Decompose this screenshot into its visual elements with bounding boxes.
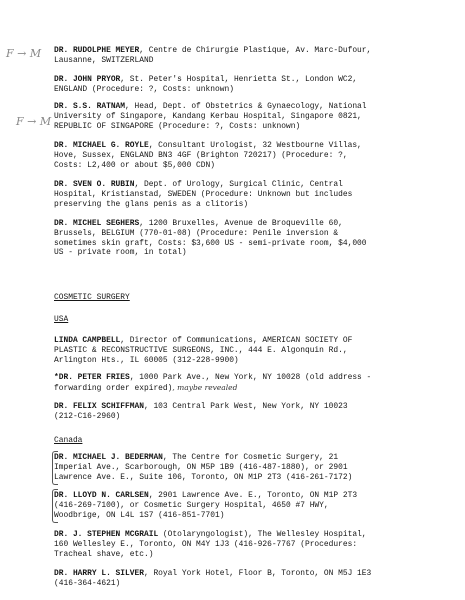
- entry-seghers: [54, 219, 458, 258]
- entry-text: , Consultant Urologist, 32 Westbourne Villas, Hove, Sussex, ENGLAND BN3 4GF (Brighton 720217) (Procedure: ?, Costs: L2,400 or about $5,000 CDN): [54, 141, 362, 170]
- entry-meyer: [54, 46, 458, 66]
- entry-name: DR. MICHEL SEGHERS: [54, 219, 140, 228]
- entry-text: , 2901 Lawrence Ave. E., Toronto, ON M1P 2T3 (416-269-7100), or Cosmetic Surgery Hospital, 4650 #7 HWY, Woodbrige, ON L4L 1S7 (416-851-7701): [54, 491, 358, 520]
- entry-text: , Dept. of Urology, Surgical Clinic, Central Hospital, Kristianstad, SWEDEN (Procedure: Unknown but includes preserving the glans penis as a clitoris): [54, 180, 353, 209]
- entry-text: , 103 Central Park West, New York, NY 10023 (212-C16-2960): [54, 402, 348, 421]
- entry-name: DR. MICHAEL G. ROYLE: [54, 141, 149, 150]
- entry-name: DR. RUDOLPHE MEYER: [54, 46, 140, 55]
- entry-text: , 1000 Park Ave., New York, NY 10028 (old address - forwarding order expired): [54, 373, 372, 393]
- entry-text: , The Centre for Cosmetic Surgery, 21 Imperial Ave., Scarborough, ON M5P 1B9 (416-487-1880), or 2901 Lawrence Ave. E., Suite 106, Toronto, ON M1P 2T3 (416-261-7172): [54, 453, 353, 482]
- entry-name: *DR. PETER FRIES: [54, 373, 130, 382]
- entry-schiffman: [54, 402, 458, 422]
- entry-silver: [54, 569, 458, 589]
- section-heading-cosmetic: COSMETIC SURGERY: [54, 293, 130, 302]
- entry-text: , 1200 Bruxelles, Avenue de Broqueville 60, Brussels, BELGIUM (770-01-08) (Procedure: Penile inversion & sometimes skin graft, Costs: $3,600 US - semi-private room, $4,000 US - private room, in total): [54, 219, 367, 258]
- entry-text: , Head, Dept. of Obstetrics & Gynaecology, National University of Singapore, Kandang Kerbau Hospital, Singapore 0821, REPUBLIC OF SINGAPORE (Procedure: ?, Costs: unknown): [54, 102, 367, 131]
- entry-rubin: [54, 180, 458, 209]
- entry-pryor: [54, 75, 458, 95]
- entry-fries: [54, 373, 458, 394]
- entry-name: DR. J. STEPHEN MCGRAIL: [54, 530, 159, 539]
- entry-name: DR. MICHAEL J. BEDERMAN: [54, 453, 163, 462]
- entry-name: DR. S.S. RATNAM: [54, 102, 126, 111]
- entry-name: DR. JOHN PRYOR: [54, 75, 121, 84]
- subheading-usa: USA: [54, 315, 69, 324]
- entry-campbell: [54, 336, 458, 365]
- entry-text: (Otolaryngologist), The Wellesley Hospital, 160 Wellesley E., Toronto, ON M4Y 1J3 (416-926-7767 (Procedures: Tracheal shave, etc.): [54, 530, 367, 559]
- entry-text: , Royal York Hotel, Floor B, Toronto, ON M5J 1E3 (416-364-4621): [54, 569, 372, 588]
- margin-note: F → M: [16, 115, 52, 128]
- entry-text: , Centre de Chirurgie Plastique, Av. Marc-Dufour, Lausanne, SWITZERLAND: [54, 46, 372, 65]
- entry-name: LINDA CAMPBELL: [54, 336, 121, 345]
- entry-text: , Director of Communications, AMERICAN SOCIETY OF PLASTIC & RECONSTRUCTIVE SURGEONS, INC., 444 E. Algonquin Rd., Arlington Hts., IL 60005 (312-228-9900): [54, 336, 353, 365]
- entry-ratnam: [54, 102, 458, 131]
- margin-note: F → M: [6, 47, 42, 60]
- entry-royle: [54, 141, 458, 170]
- entry-text: , St. Peter's Hospital, Henrietta St., London WC2, ENGLAND (Procedure: ?, Costs: unknown): [54, 75, 358, 94]
- entry-bederman: [54, 453, 458, 482]
- entry-name: DR. LLOYD N. CARLSEN: [54, 491, 149, 500]
- entry-name: DR. FELIX SCHIFFMAN: [54, 402, 144, 411]
- entry-name: DR. HARRY L. SILVER: [54, 569, 144, 578]
- handwritten-note: , maybe revealed: [172, 382, 238, 392]
- entry-name: DR. SVEN O. RUBIN: [54, 180, 135, 189]
- entry-carlsen: [54, 491, 458, 520]
- entry-mcgrail: [54, 530, 458, 559]
- subheading-canada: Canada: [54, 436, 83, 445]
